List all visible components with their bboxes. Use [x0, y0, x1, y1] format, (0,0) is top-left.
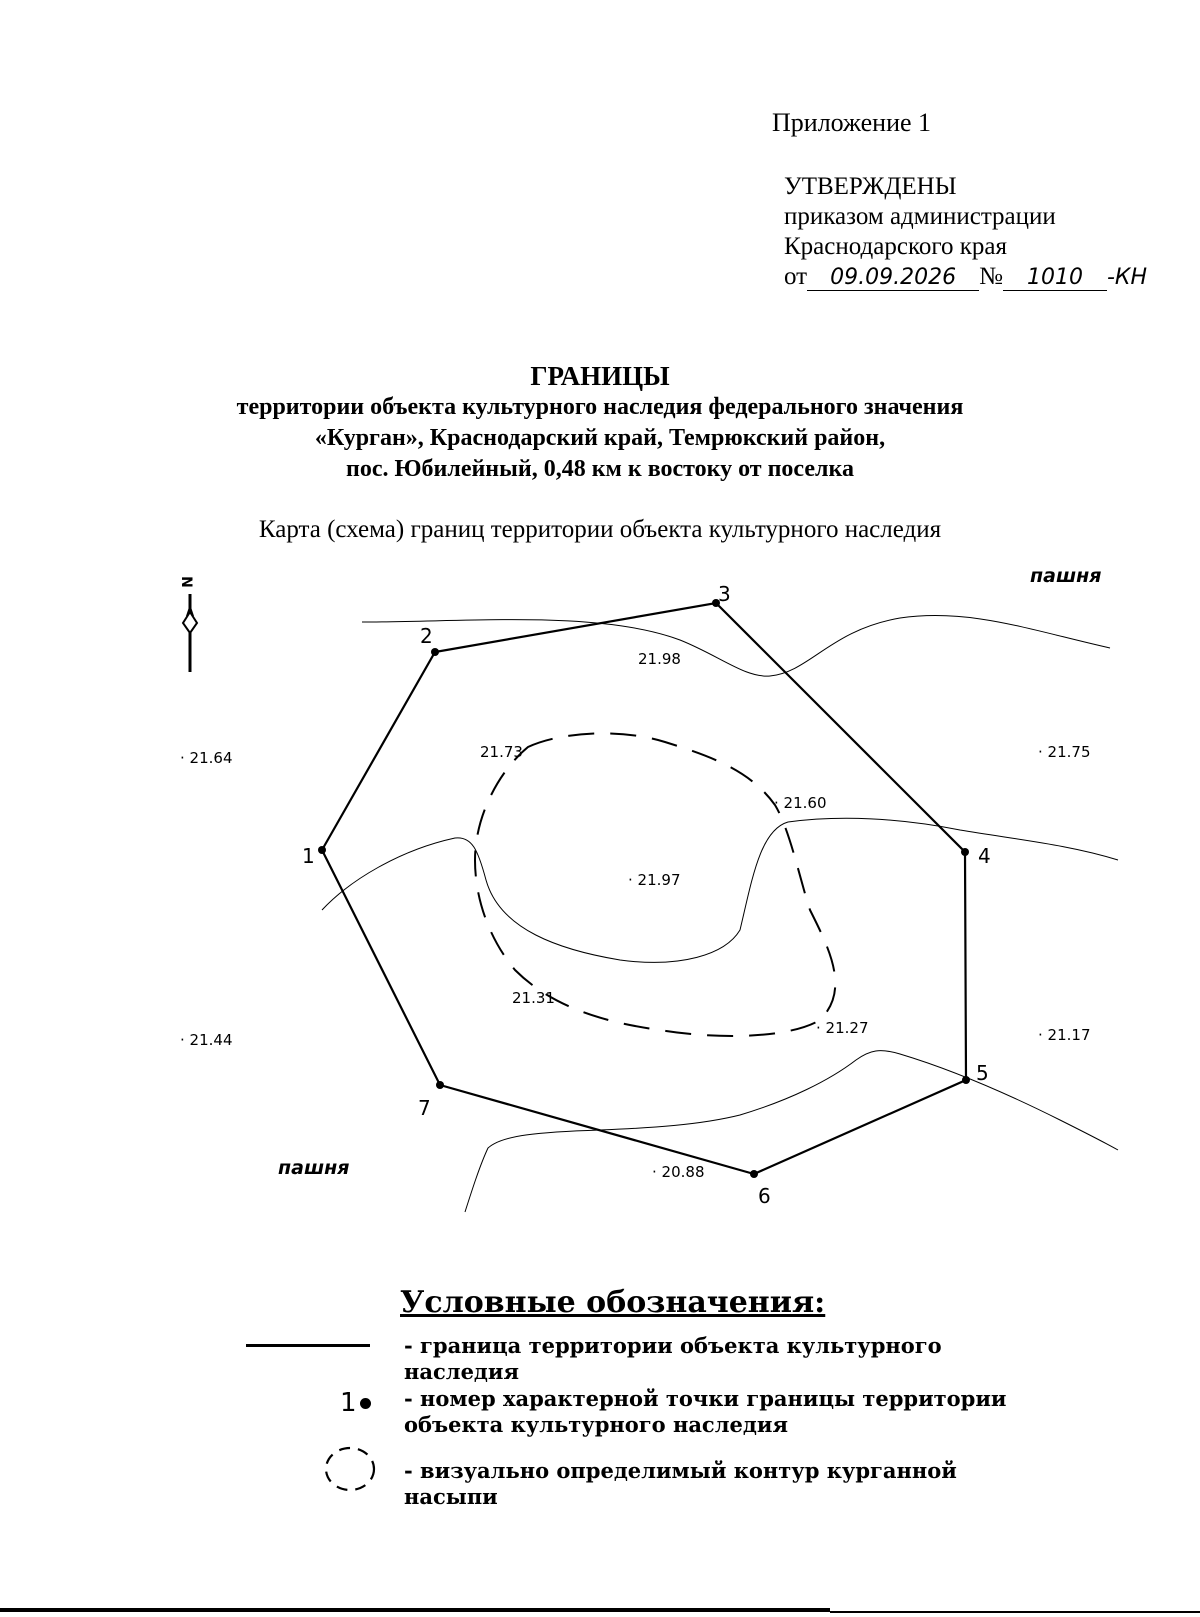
north-label: N: [178, 576, 194, 588]
contour-line: [465, 1051, 1118, 1212]
approval-number: 1010: [1003, 266, 1107, 291]
dashed-circle-icon: [322, 1444, 378, 1494]
boundary-point-5: [962, 1076, 970, 1084]
approval-line-1: приказом администрации: [784, 203, 1056, 230]
approval-from-prefix: от: [784, 263, 808, 290]
point-dot-icon: [360, 1398, 371, 1409]
legend-point-text: - номер характерной точки границы территории объекта культурного наследия: [404, 1386, 1007, 1437]
approval-line-2: Краснодарского края: [784, 233, 1007, 260]
point-label-5: 5: [976, 1061, 989, 1085]
boundary-point-1: [318, 846, 326, 854]
title-line-3: пос. Юбилейный, 0,48 км к востоку от поселка: [346, 456, 854, 482]
elevation-label: · 21.97: [628, 871, 681, 889]
page-edge-rule: [0, 1608, 830, 1612]
land-use-labels: [278, 565, 1101, 1179]
legend-title: Условные обозначения:: [400, 1285, 826, 1320]
land-label-arable: пашня: [1030, 565, 1102, 587]
elevation-label: · 20.88: [652, 1163, 705, 1181]
elevation-label: · 21.27: [816, 1019, 869, 1037]
land-label-arable: пашня: [278, 1157, 350, 1179]
boundary-point-2: [431, 648, 439, 656]
elevation-marks: [180, 650, 1091, 1181]
approval-number-suffix: -КН: [1106, 265, 1148, 290]
document-title: [0, 360, 1200, 485]
point-label-1: 1: [302, 844, 315, 868]
elevation-label: 21.73: [480, 743, 523, 761]
point-label-4: 4: [978, 844, 991, 868]
contour-line: [322, 818, 1118, 962]
legend-boundary-symbol: [246, 1344, 370, 1347]
boundary-map: [0, 560, 1200, 1260]
approval-number-sign: №: [979, 263, 1003, 290]
field-contours: [322, 615, 1118, 1212]
boundary-point-4: [961, 848, 969, 856]
legend-point-symbol: [340, 1388, 371, 1418]
elevation-label: · 21.17: [1038, 1026, 1091, 1044]
north-arrow-icon: [178, 576, 197, 672]
title-line-2: «Курган», Краснодарский край, Темрюкский район,: [314, 425, 886, 451]
legend-mound-text: - визуально определимый контур курганной насыпи: [404, 1458, 957, 1509]
page-edge-rule: [830, 1611, 1200, 1613]
elevation-label: 21.98: [638, 650, 681, 668]
title-line-1: территории объекта культурного наследия федерального значения: [236, 394, 964, 420]
boundary-point-7: [436, 1081, 444, 1089]
elevation-label: 21.31: [512, 989, 555, 1007]
elevation-label: · 21.44: [180, 1031, 233, 1049]
title-main: ГРАНИЦЫ: [530, 361, 670, 391]
approval-date: 09.09.2026: [807, 266, 979, 291]
boundary-point-6: [750, 1170, 758, 1178]
legend-boundary-text: - граница территории объекта культурного наследия: [404, 1333, 942, 1384]
map-caption: Карта (схема) границ территории объекта культурного наследия: [258, 516, 942, 543]
elevation-label: · 21.64: [180, 749, 233, 767]
approval-status: УТВЕРЖДЕНЫ: [784, 173, 957, 200]
point-label-7: 7: [418, 1096, 431, 1120]
point-label-6: 6: [758, 1184, 771, 1208]
point-label-2: 2: [420, 624, 433, 648]
appendix-label: Приложение 1: [772, 108, 932, 137]
approval-date-line: [784, 262, 1149, 292]
point-label-3: 3: [718, 582, 731, 606]
elevation-label: · 21.60: [774, 794, 827, 812]
legend-point-number: 1: [340, 1388, 357, 1418]
approval-block: [784, 172, 1149, 292]
elevation-label: · 21.75: [1038, 743, 1091, 761]
